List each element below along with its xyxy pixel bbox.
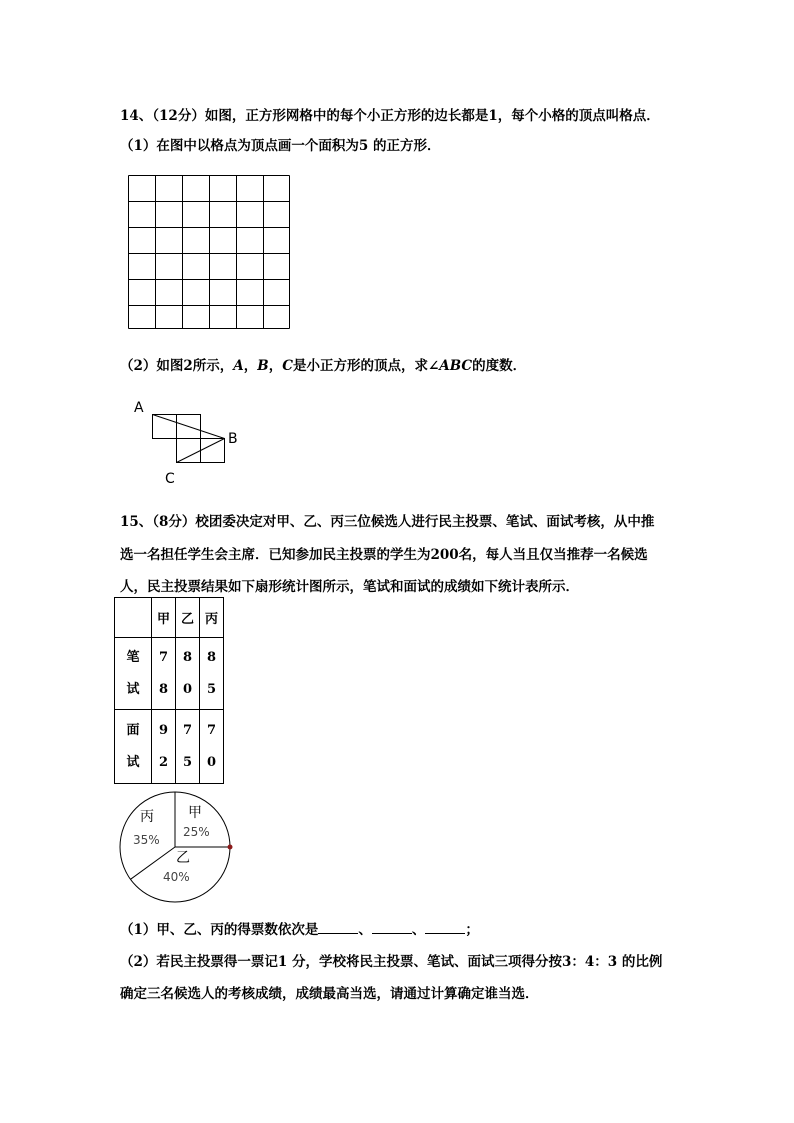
q14-title: 14、（12分）如图，正方形网格中的每个小正方形的边长都是1，每个小格的顶点叫格点． xyxy=(120,108,660,124)
cell-interview-yi: 7 5 xyxy=(176,710,200,784)
score-table xyxy=(114,597,224,784)
q14-part1: （1）在图中以格点为顶点画一个面积为5 的正方形． xyxy=(120,138,441,154)
cell-written-jia: 7 8 xyxy=(152,638,176,710)
cell-interview-bing: 7 0 xyxy=(200,710,224,784)
row-label-interview: 面 试 xyxy=(115,710,152,784)
row-label-written: 笔 试 xyxy=(115,638,152,710)
header-yi: 乙 xyxy=(176,598,200,638)
answer-blank-bing[interactable] xyxy=(425,921,465,934)
table-header-row xyxy=(115,598,224,638)
q15-q1: （1）甲、乙、丙的得票数依次是 、 、 ； xyxy=(120,922,479,938)
header-jia: 甲 xyxy=(152,598,176,638)
cell-interview-jia: 9 2 xyxy=(152,710,176,784)
q15-line2: 选一名担任学生会主席．已知参加民主投票的学生为200名，每人当且仅当推荐一名候选 xyxy=(120,547,648,563)
answer-blank-jia[interactable] xyxy=(318,921,358,934)
point-c-label: C xyxy=(165,471,175,487)
pie-slice-name: 丙 xyxy=(140,809,154,825)
table-row xyxy=(115,638,224,710)
figure-2-angle xyxy=(128,396,258,491)
header-bing: 丙 xyxy=(200,598,224,638)
q15-q2-line1: （2）若民主投票得一票记1 分，学校将民主投票、笔试、面试三项得分按3：4：3 的比例 xyxy=(120,954,663,970)
pie-slice-percent: 40% xyxy=(163,870,190,884)
pie-slice-percent: 25% xyxy=(183,825,210,839)
point-b-label: B xyxy=(228,431,238,447)
point-a-label: A xyxy=(134,400,144,416)
q15-line3: 人，民主投票结果如下扇形统计图所示，笔试和面试的成绩如下统计表所示． xyxy=(120,579,579,595)
table-row xyxy=(115,710,224,784)
grid-lines xyxy=(129,176,290,329)
q15-line1: 15、（8分）校团委决定对甲、乙、丙三位候选人进行民主投票、笔试、面试考核，从中推 xyxy=(120,514,655,530)
segment-ab xyxy=(153,415,225,439)
q14-part2: （2）如图2所示，A，B，C是小正方形的顶点，求∠ABC的度数． xyxy=(120,358,527,374)
pie-edge-dot xyxy=(228,845,233,850)
pie-slice-name: 乙 xyxy=(176,850,190,866)
vote-pie-chart xyxy=(116,791,240,903)
answer-blank-yi[interactable] xyxy=(372,921,412,934)
cell-written-bing: 8 5 xyxy=(200,638,224,710)
pie-slice-name: 甲 xyxy=(188,805,202,821)
table-corner xyxy=(115,598,152,638)
grid-figure-1 xyxy=(128,175,292,331)
q15-q2-line2: 确定三名候选人的考核成绩，成绩最高当选，请通过计算确定谁当选． xyxy=(120,986,539,1002)
pie-slice-percent: 35% xyxy=(133,833,160,847)
cell-written-yi: 8 0 xyxy=(176,638,200,710)
